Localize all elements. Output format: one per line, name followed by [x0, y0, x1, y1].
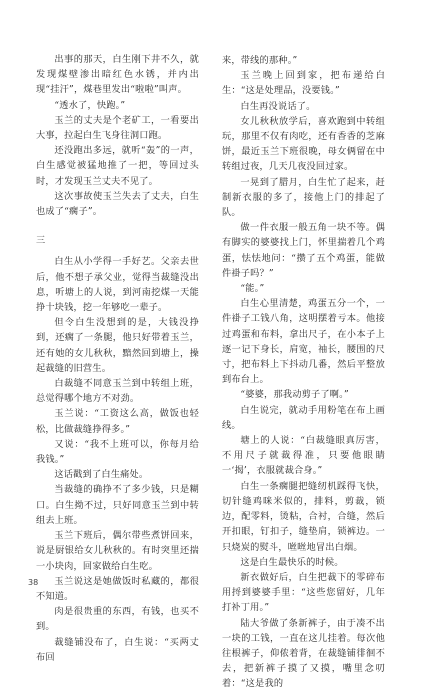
paragraph: “能。” — [240, 283, 265, 295]
paragraph: 但令白生没想到的是，大钱没挣到，还瘸了一条腿，他只好带着玉兰，还有她的女儿秋秋，黯然回到塘上，操起裁缝的旧营生。 — [36, 317, 199, 374]
page-number: 38 — [28, 578, 39, 587]
paragraph: 白生说完，就动手用粉笔在布上画线。 — [222, 404, 385, 431]
paragraph: 玉兰下班后，偶尔带些煮饼回来，说是厨银给女儿秋秋的。有时突里还揣一小块肉，回家做给白生吃。 — [36, 530, 199, 572]
paragraph: “透水了，快跑。” — [54, 99, 126, 111]
paragraph: 白生再没说话了。 — [240, 100, 316, 112]
left-text-column — [36, 52, 199, 665]
paragraph: 白生从小学得一手好艺。父亲去世后，他不想子承父业，觉得当裁缝没出息，听塘上的人说，到河南挖煤一天能挣十块钱，挖一年够吃一辈子。 — [36, 256, 199, 314]
paragraph: “婆婆，那我动剪子了啊。” — [240, 389, 349, 401]
paragraph: 做一件衣服一般五角一块不等。偶有脚实的婆婆找上门，怀里揣着几个鸡蛋，怯怯地问：“攒了五个鸡蛋，能做件褂子吗？” — [222, 222, 385, 279]
paragraph: 又说：“我不上班可以，你每月给我钱。” — [36, 438, 199, 466]
paragraph: 白裁缝不同意玉兰到中转组上班，总觉得哪个地方不对劲。 — [36, 378, 199, 405]
paragraph: 这话戳到了白生痛处。 — [54, 469, 149, 481]
paragraph: 新衣做好后，白生把裁下的零碎布用捋到婆婆手里：“这些您留好，几年打补丁用。” — [222, 571, 385, 614]
paragraph: 当裁缝的确挣不了多少钱，只是糊口。白生拗不过，只好同意玉兰到中转组去上班。 — [36, 484, 199, 526]
paragraph: 玉兰的丈夫是个老矿工，一看要出大事，拉起白生飞身往洞口跑。 — [36, 114, 199, 142]
paragraph: 塘上的人说：“白裁缝眼真厉害，不用尺子就裁得准，只要他眼睛一‘揭’，衣服就裁合身。” — [222, 435, 385, 477]
paragraph: 这是白生最快乐的时候。 — [240, 556, 344, 568]
paragraph: 白生一条瘸腿把缝纫机踩得飞快，切针缝鸡咪米似的，排料，剪裁，锁边，配零料，烫粘，合衬，合缝，然后开扣眼，钉扣子，缝垫肩，锁裤边。一只烧炭的熨斗，咝咝地冒出白烟。 — [222, 480, 385, 553]
paragraph: 这次事故使玉兰失去了丈夫，白生也成了“瘸子”。 — [36, 190, 199, 218]
paragraph: 出事的那天，白生刚下井不久，就发现煤壁渗出暗红色水锈，并内出现“挂汗”，煤巷里发出“啦啦”叫声。 — [36, 54, 199, 96]
paragraph: 一晃到了腊月，白生忙了起来，赶制新衣服的多了，接他上门的排起了队。 — [222, 176, 385, 219]
paragraph: 肉是很贵重的东西，有钱，也买不到。 — [36, 606, 199, 633]
paragraph-continued: 来，带线的那种。” — [222, 55, 298, 66]
paragraph: 玉兰说这是她做饭时私藏的，都很不知道。 — [36, 575, 199, 602]
paragraph: 还没跑出多远，就听“轰”的一声，白生感觉被猛地推了一把，等回过头时，才发现玉兰丈夫不见了。 — [36, 145, 199, 187]
right-text-column — [222, 53, 385, 692]
paragraph: 玉兰晚上回到家，把布递给白生：“这是处理品，没要钱。” — [222, 70, 385, 97]
paragraph: 玉兰说：“工资这么高，做饭也轻松，比做裁缝挣得多。” — [36, 408, 199, 435]
paragraph: 裁缝铺没布了，白生说：“买两丈布回 — [36, 636, 199, 663]
section-number: 三 — [36, 235, 46, 247]
paragraph: 女儿秋秋放学后，喜欢跑到中转组玩，那里不仅有肉吃，还有香香的芝麻饼，最近玉兰下班很晚，母女俩留在中转组过夜，几天几夜没回过家。 — [222, 115, 385, 173]
paragraph: 白生心里清楚，鸡蛋五分一个，一件褂子工钱八角，这明摆着亏本。他接过鸡蛋和布料，拿出尺子，在小本子上逐一记下身长，肩宽，袖长，腰围的尺寸，把布料上下抖动几番，然后平整放到布台上。 — [222, 298, 385, 386]
paragraph: 陆大爷做了条新裤子，由于凑不出一块的工钱，一直在这儿挂着。每次他往根裤子，仰侬着背，在裁缝铺徘徊不去，把新裤子摸了又摸，嘴里念叨着：“这是我的 — [222, 617, 385, 690]
